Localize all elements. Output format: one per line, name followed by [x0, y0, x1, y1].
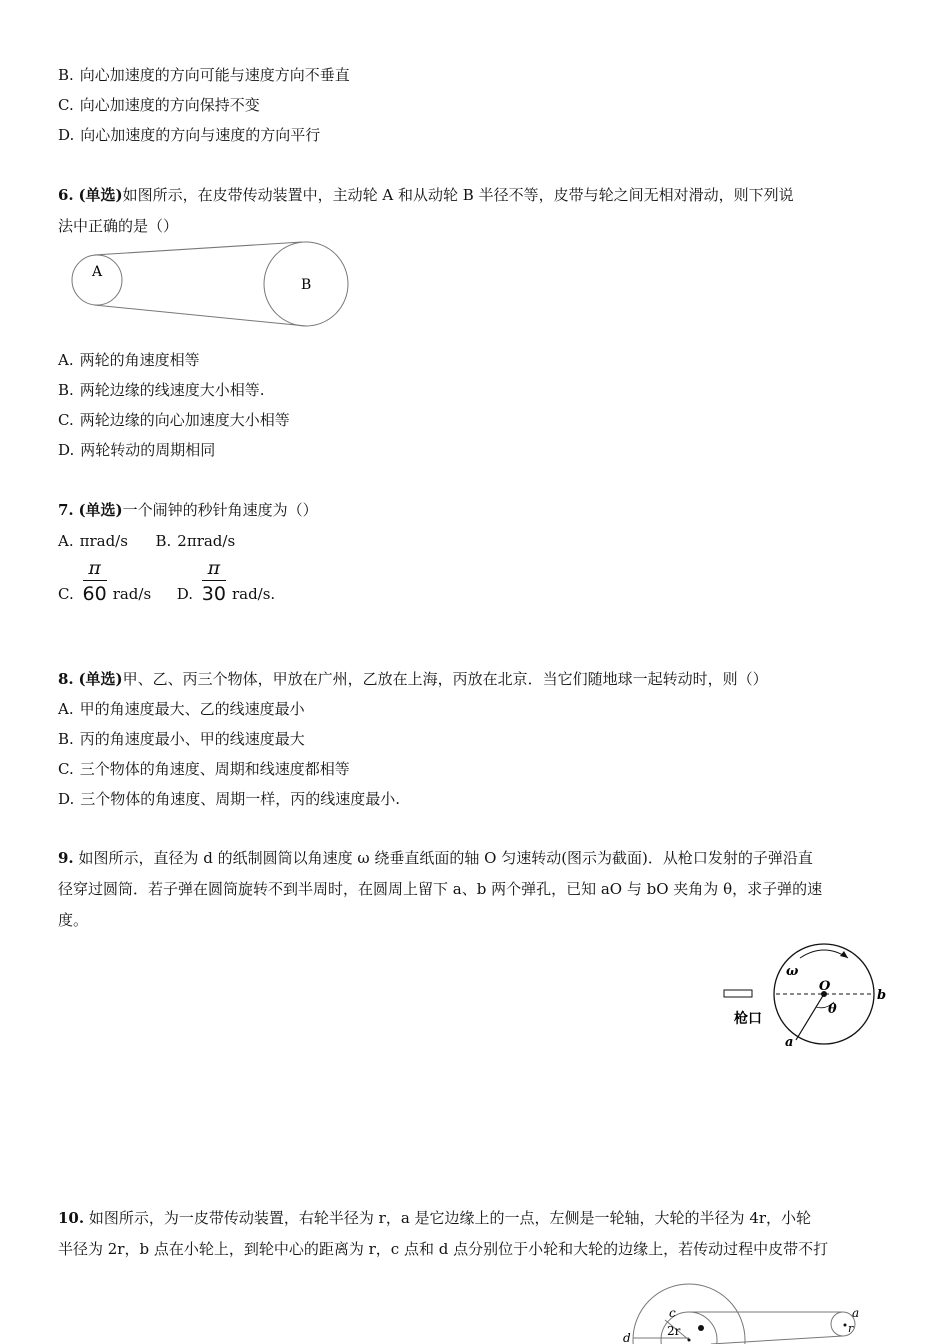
- q6-option-a: A. 两轮的角速度相等: [58, 351, 200, 369]
- theta-label: θ: [828, 1002, 837, 1017]
- rotation-arrow: [800, 950, 848, 958]
- belt-bottom: [94, 305, 306, 326]
- q6-tag: (单选): [78, 186, 123, 204]
- pulley-a: [72, 255, 122, 305]
- q7-stem: 7. (单选)一个闹钟的秒针角速度为（）: [58, 501, 318, 519]
- big-wheel: [633, 1284, 745, 1344]
- a-label: a: [785, 1035, 794, 1050]
- q8-stem: 8. (单选)甲、乙、丙三个物体，甲放在广州，乙放在上海，丙放在北京．当它们随地球一起转动时，则（）: [58, 670, 768, 688]
- a-label-q10: a: [852, 1306, 860, 1320]
- q6-option-d: D. 两轮转动的周期相同: [58, 441, 216, 459]
- omega-label: ω: [786, 964, 799, 979]
- q5-option-c: C. 向心加速度的方向保持不变: [58, 96, 260, 114]
- q9-stem: 9. 如图所示，直径为 d 的纸制圆筒以角速度 ω 绕垂直纸面的轴 O 匀速转动(图示为截面)．从枪口发射的子弹沿直 径穿过圆筒．若子弹在圆筒旋转不到半周时，在圆周上留下 a、b 两个弹孔，已知 aO 与 bO 夹角为 θ，求子弹的速 度。: [58, 849, 823, 929]
- o-label: O: [819, 979, 831, 994]
- q10-stem: 10. 如图所示，为一皮带传动装置，右轮半径为 r，a 是它边缘上的一点，左侧是一轮轴，大轮的半径为 4r，小轮 半径为 2r，b 点在小轮上，到轮中心的距离为 r，c 点和 d 点分别位于小轮和大轮的边缘上，若传动过程中皮带不打: [58, 1209, 829, 1258]
- q8-option-c: C. 三个物体的角速度、周期和线速度都相等: [58, 760, 350, 778]
- point-center-dot: [688, 1339, 691, 1342]
- q6-number: 6.: [58, 186, 74, 204]
- pulley-a-label: A: [92, 264, 103, 280]
- q7-option-b: 2πrad/s: [177, 532, 236, 550]
- q8-number: 8.: [58, 670, 74, 688]
- q10-number: 10.: [58, 1209, 85, 1227]
- q7-options-cd: C. $\frac{\pi}{60}$ rad/s D. $\frac{\pi}{30}$ rad/s.: [58, 557, 276, 605]
- c-label: c: [669, 1306, 676, 1320]
- q5-option-d: D. 向心加速度的方向与速度的方向平行: [58, 126, 321, 144]
- point-b-dot: [698, 1325, 704, 1331]
- q7-option-a: πrad/s: [79, 532, 128, 550]
- q8-tag: (单选): [78, 670, 123, 688]
- r-label: r: [848, 1322, 854, 1335]
- belt-drive-figure: [615, 1280, 875, 1344]
- q7-tag: (单选): [78, 501, 123, 519]
- belt-pulley-figure: [64, 236, 364, 336]
- q7-option-d-fraction: $\frac{\pi}{30}$: [201, 557, 226, 605]
- rotation-arrowhead: [840, 951, 848, 958]
- q7-options-ab: A. πrad/s B. 2πrad/s: [58, 532, 236, 550]
- q8-option-a: A. 甲的角速度最大、乙的线速度最小: [58, 700, 305, 718]
- belt-top: [94, 242, 302, 255]
- q6-option-c: C. 两轮边缘的向心加速度大小相等: [58, 411, 290, 429]
- q5-option-b: B. 向心加速度的方向可能与速度方向不垂直: [58, 66, 350, 84]
- point-a-dot: [844, 1324, 847, 1327]
- gun-label: 枪口: [734, 1011, 762, 1027]
- pulley-b-label: B: [301, 277, 312, 293]
- b-label: b: [877, 988, 887, 1003]
- q7-option-c-fraction: $\frac{\pi}{60}$: [82, 557, 107, 605]
- q6-stem: 6. (单选)如图所示，在皮带传动装置中，主动轮 A 和从动轮 B 半径不等，皮带与轮之间无相对滑动，则下列说 法中正确的是（）: [58, 186, 794, 235]
- q7-number: 7.: [58, 501, 74, 519]
- two-r-label: 2r: [667, 1324, 681, 1338]
- radius-to-a: [796, 994, 824, 1040]
- belt-lower: [711, 1336, 843, 1344]
- gun-barrel: [724, 990, 752, 997]
- rotating-cylinder-figure: [718, 938, 898, 1053]
- q6-option-b: B. 两轮边缘的线速度大小相等.: [58, 381, 265, 399]
- d-label: d: [623, 1331, 631, 1344]
- q8-option-d: D. 三个物体的角速度、周期一样，丙的线速度最小.: [58, 790, 401, 808]
- q9-number: 9.: [58, 849, 74, 867]
- q8-option-b: B. 丙的角速度最小、甲的线速度最大: [58, 730, 305, 748]
